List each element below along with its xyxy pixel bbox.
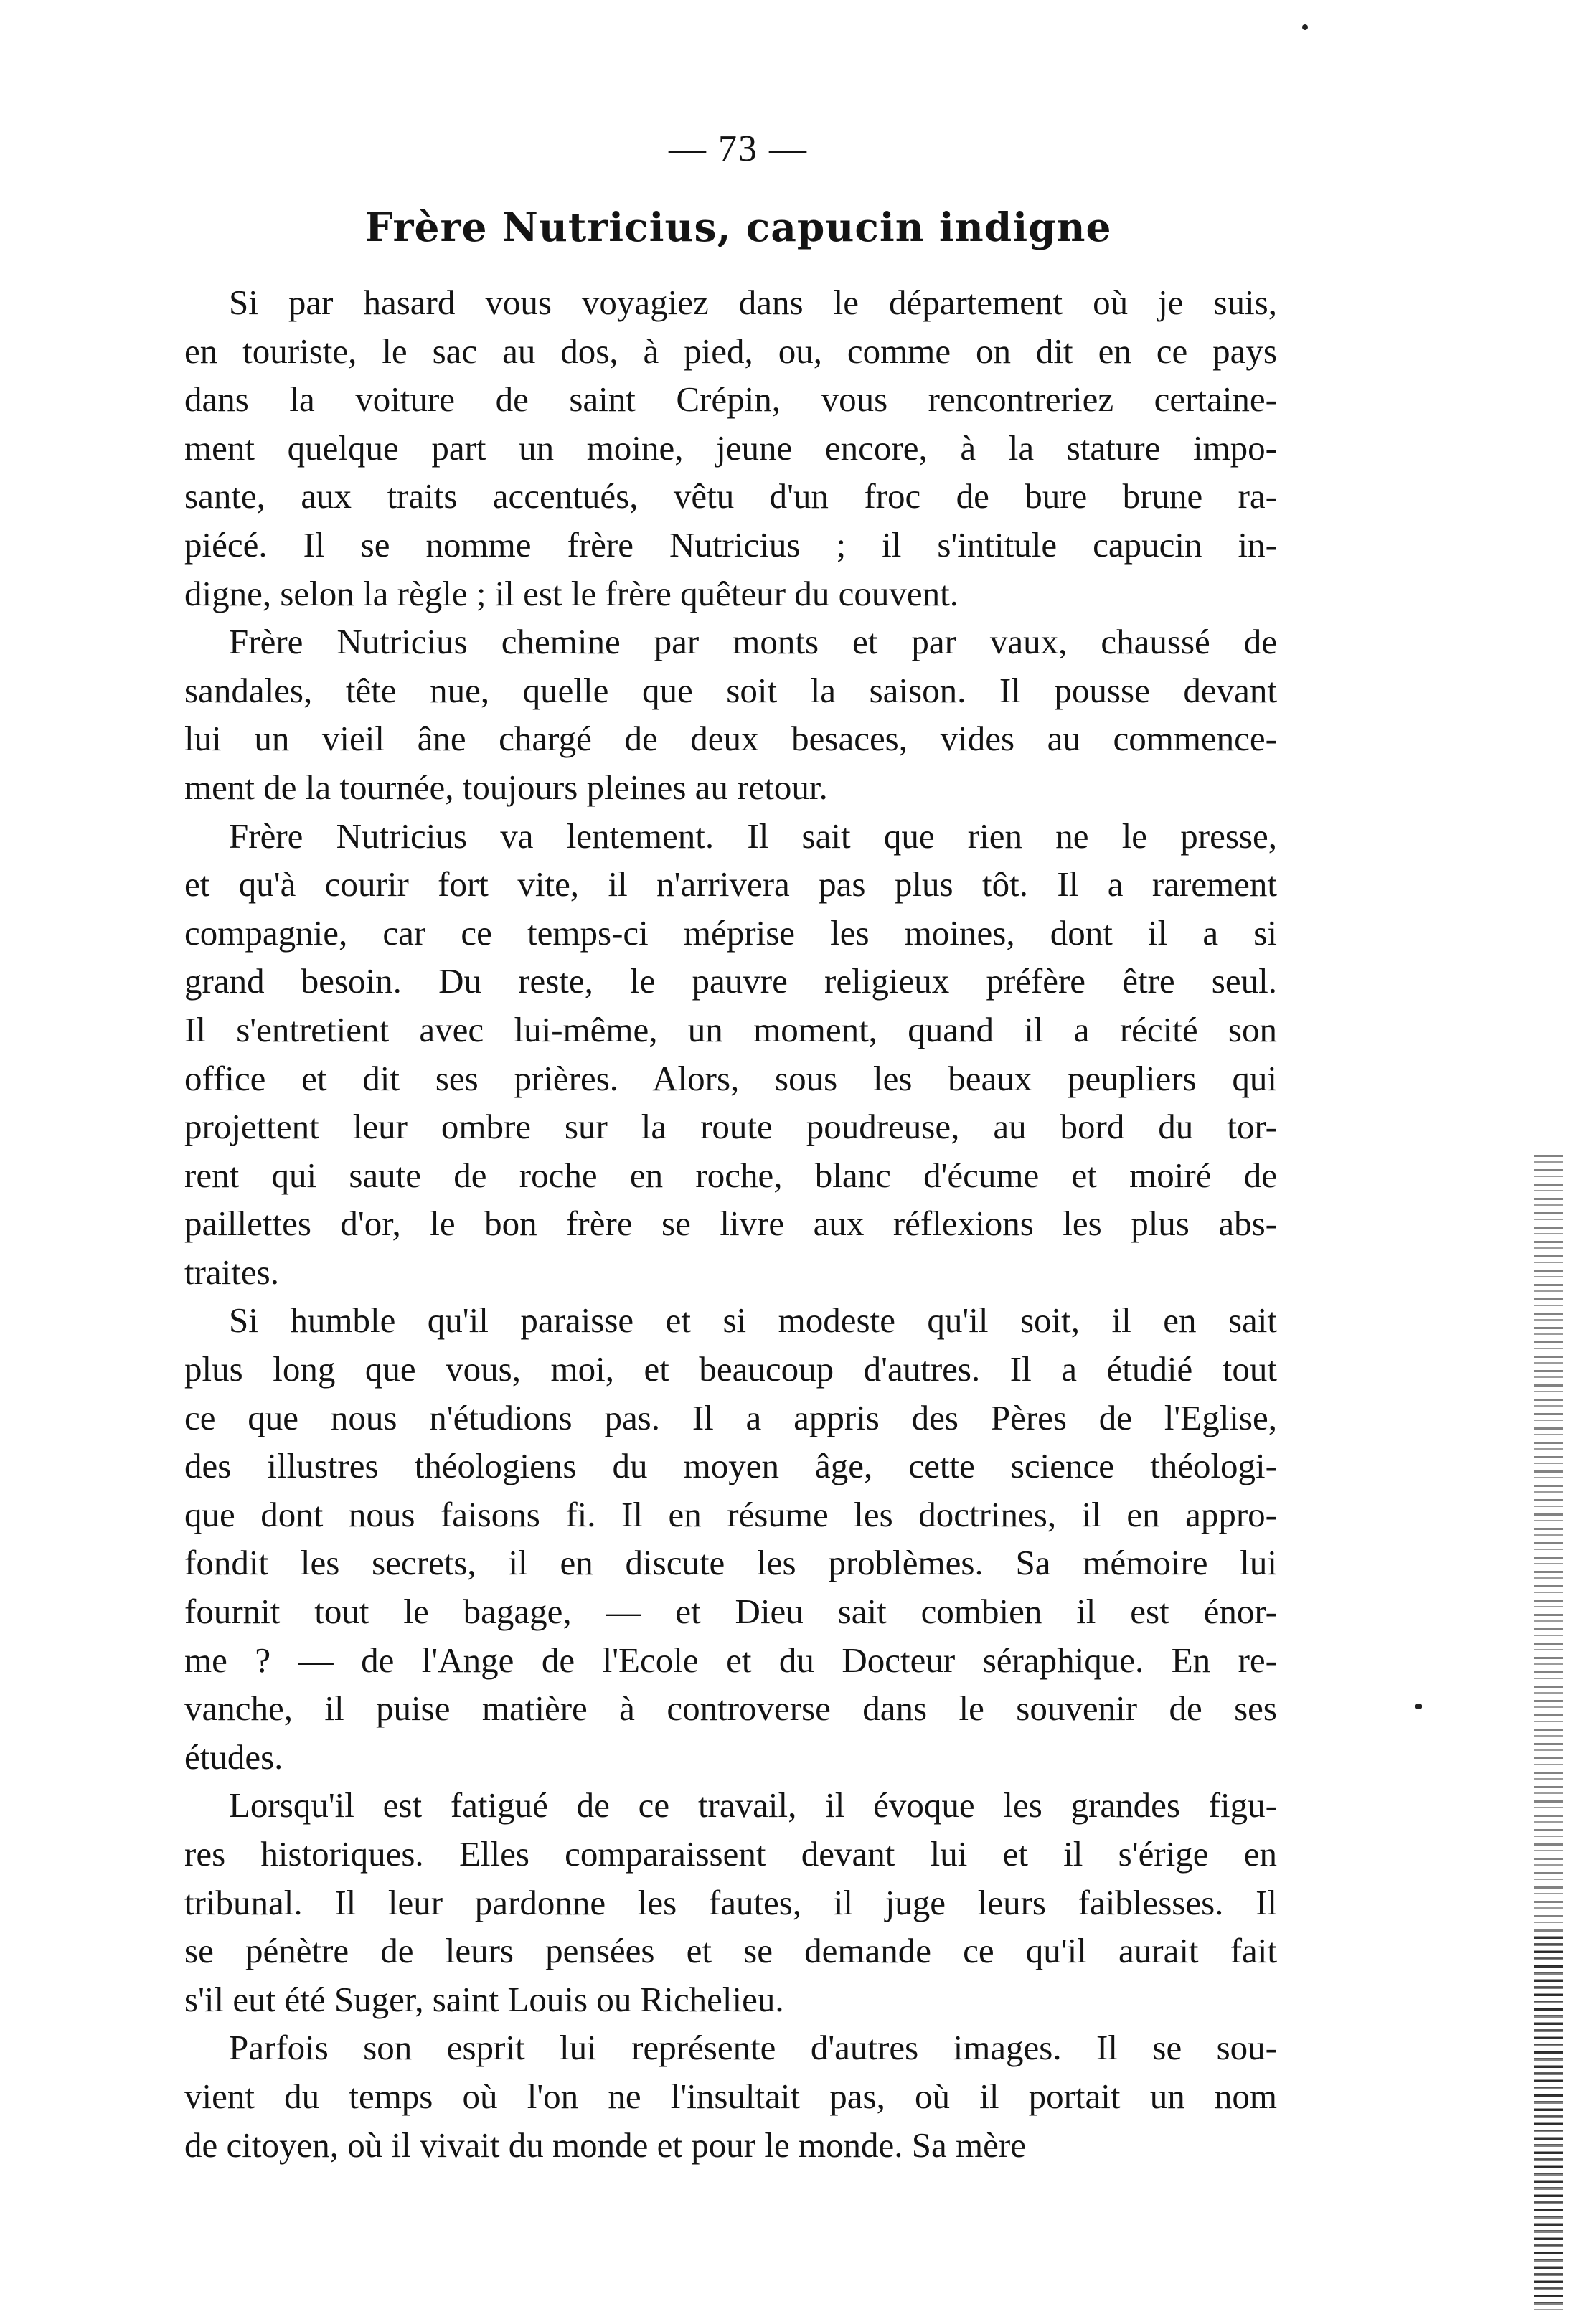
text-line: ment de la tournée, toujours pleines au retour. [184,767,828,807]
text-line: Si humble qu'il paraisse et si modeste qu'il soit, il en sait [229,1300,1277,1341]
text-line: Lorsqu'il est fatigué de ce travail, il évoque les grandes figu- [229,1785,1277,1825]
text-line: Il s'entretient avec lui-même, un moment, quand il a récité son [184,1009,1277,1049]
text-line: Si par hasard vous voyagiez dans le département où je suis, [229,283,1277,322]
text-line: vient du temps où l'on ne l'insultait pas, où il portait un nom [184,2076,1277,2116]
paragraph [184,618,1277,811]
paragraph [184,2023,1277,2169]
text-line: dans la voiture de saint Crépin, vous rencontreriez certaine- [184,379,1277,420]
text-line: fondit les secrets, il en discute les problèmes. Sa mémoire lui [184,1543,1277,1583]
paragraph [184,1781,1277,2023]
text-line: ce que nous n'étudions pas. Il a appris des Pères de l'Eglise, [184,1397,1277,1437]
text-line: projettent leur ombre sur la route poudreuse, au bord du tor- [184,1107,1277,1147]
text-line: office et dit ses prières. Alors, sous les beaux peupliers qui [184,1058,1277,1098]
paragraph [184,278,1277,618]
page-number: — 73 — [669,128,808,169]
text-line: en touriste, le sac au dos, à pied, ou, comme on dit en ce pays [184,331,1277,371]
text-line: res historiques. Elles comparaissent devant lui et il s'érige en [184,1834,1277,1874]
text-line: études. [184,1737,283,1777]
text-line: Frère Nutricius va lentement. Il sait que rien ne le presse, [229,816,1277,856]
text-line: paillettes d'or, le bon frère se livre aux réflexions les plus abs- [184,1204,1277,1244]
text-line: me ? — de l'Ange de l'Ecole et du Docteur séraphique. En re- [184,1640,1277,1680]
text-line: s'il eut été Suger, saint Louis ou Richelieu. [184,1979,784,2019]
scan-speck [1302,24,1308,30]
text-line: grand besoin. Du reste, le pauvre religieux préfère être seul. [184,961,1277,1001]
text-line: sante, aux traits accentués, vêtu d'un froc de bure brune ra- [184,476,1277,516]
paragraph [184,1296,1277,1781]
text-line: digne, selon la règle ; il est le frère quêteur du couvent. [184,573,959,613]
text-line: plus long que vous, moi, et beaucoup d'autres. Il a étudié tout [184,1349,1277,1389]
text-line: ment quelque part un moine, jeune encore, à la stature impo- [184,428,1277,468]
text-line: se pénètre de leurs pensées et se demande ce qu'il aurait fait [184,1931,1277,1971]
text-line: traites. [184,1252,279,1292]
text-line: lui un vieil âne chargé de deux besaces, vides au commence- [184,719,1277,759]
chapter-title: Frère Nutricius, capucin indigne [364,204,1112,250]
text-line: Frère Nutricius chemine par monts et par vaux, chaussé de [229,622,1277,662]
text-line: des illustres théologiens du moyen âge, cette science théologi- [184,1446,1277,1486]
text-line: Parfois son esprit lui représente d'autres images. Il se sou- [229,2028,1277,2068]
page-edge-scan-artifact-dense [1534,1937,1563,2310]
body-text [184,278,1277,2169]
text-line: rent qui saute de roche en roche, blanc d'écume et moiré de [184,1155,1277,1195]
text-line: sandales, tête nue, quelle que soit la saison. Il pousse devant [184,670,1277,710]
scan-speck [1415,1704,1422,1709]
text-line: vanche, il puise matière à controverse dans le souvenir de ses [184,1688,1277,1729]
text-line: et qu'à courir fort vite, il n'arrivera pas plus tôt. Il a rarement [184,864,1277,904]
text-line: de citoyen, où il vivait du monde et pour le monde. Sa mère [184,2125,1026,2165]
text-line: que dont nous faisons fi. Il en résume les doctrines, il en appro- [184,1494,1277,1534]
text-line: fournit tout le bagage, — et Dieu sait combien il est énor- [184,1592,1277,1632]
text-line: tribunal. Il leur pardonne les fautes, il juge leurs faiblesses. Il [184,1882,1277,1922]
paragraph [184,812,1277,1297]
text-line: compagnie, car ce temps-ci méprise les moines, dont il a si [184,912,1277,953]
text-line: piécé. Il se nomme frère Nutricius ; il s'intitule capucin in- [184,524,1277,565]
